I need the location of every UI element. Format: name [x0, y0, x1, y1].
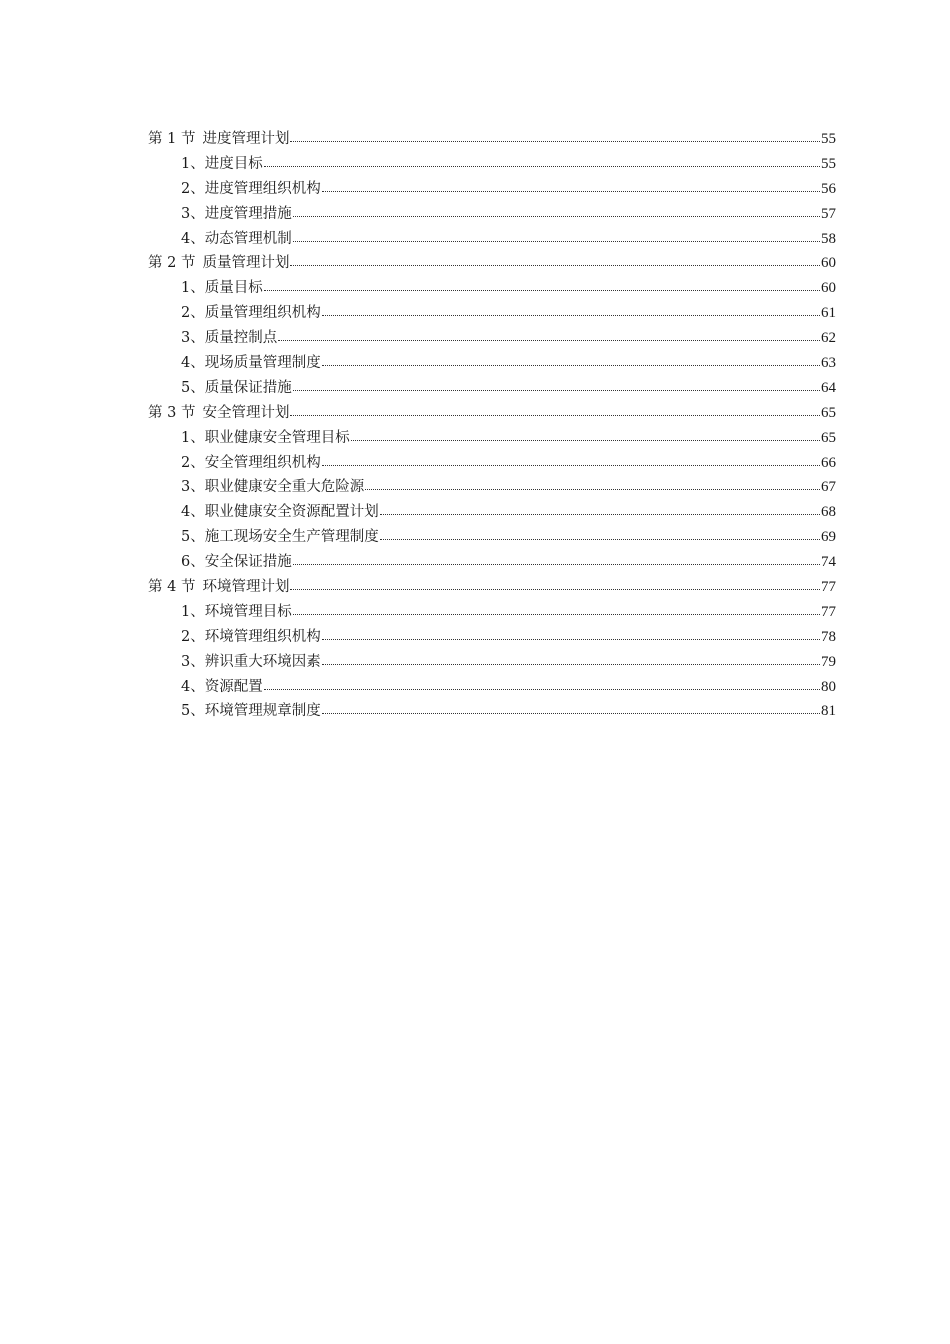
toc-entry-text: 5、施工现场安全生产管理制度 [181, 529, 379, 546]
toc-dot-leader [322, 303, 820, 317]
toc-entry-text: 2、进度管理组织机构 [181, 180, 321, 197]
toc-entry-title [181, 177, 321, 202]
toc-entry-text: 质量管理计划 [202, 255, 290, 272]
toc-entry-text: 3、进度管理措施 [181, 205, 292, 222]
toc-entry-text: 1、进度目标 [181, 155, 263, 172]
toc-dot-leader [290, 129, 820, 143]
toc-subsection-entry[interactable] [148, 525, 836, 550]
toc-dot-leader [293, 552, 820, 566]
toc-subsection-entry[interactable] [148, 376, 836, 401]
toc-page-number: 62 [821, 330, 836, 347]
toc-page-number: 79 [821, 653, 836, 670]
toc-dot-leader [293, 229, 820, 243]
toc-subsection-entry[interactable] [148, 500, 836, 525]
toc-subsection-entry[interactable] [148, 351, 836, 376]
toc-page-number: 60 [821, 255, 836, 272]
toc-entry-text: 2、安全管理组织机构 [181, 454, 321, 471]
toc-subsection-entry[interactable] [148, 675, 836, 700]
toc-entry-title [181, 426, 350, 451]
toc-page-number: 78 [821, 628, 836, 645]
toc-entry-text: 2、环境管理组织机构 [181, 628, 321, 645]
toc-page-number: 67 [821, 479, 836, 496]
toc-entry-title [181, 376, 292, 401]
toc-entry-text: 4、现场质量管理制度 [181, 355, 321, 372]
toc-subsection-entry[interactable] [148, 550, 836, 575]
toc-dot-leader [290, 577, 820, 591]
toc-dot-leader [322, 453, 820, 467]
toc-dot-leader [290, 403, 820, 417]
toc-page-number: 63 [821, 355, 836, 372]
toc-section-entry[interactable] [148, 575, 836, 600]
toc-dot-leader [322, 701, 820, 715]
toc-entry-text: 6、安全保证措施 [181, 554, 292, 571]
toc-entry-title [181, 152, 263, 177]
toc-entry-text: 1、职业健康安全管理目标 [181, 429, 350, 446]
toc-entry-text: 安全管理计划 [202, 404, 290, 421]
toc-dot-leader [293, 204, 820, 218]
toc-subsection-entry[interactable] [148, 600, 836, 625]
toc-subsection-entry[interactable] [148, 152, 836, 177]
toc-entry-text: 4、职业健康安全资源配置计划 [181, 504, 379, 521]
toc-dot-leader [322, 353, 820, 367]
toc-entry-title [148, 251, 289, 276]
toc-subsection-entry[interactable] [148, 227, 836, 252]
toc-entry-title [148, 575, 289, 600]
toc-page-number: 74 [821, 554, 836, 571]
toc-entry-title [181, 326, 277, 351]
toc-dot-leader [293, 602, 820, 616]
toc-dot-leader [365, 477, 820, 491]
toc-entry-text: 环境管理计划 [202, 579, 290, 596]
toc-section-entry[interactable] [148, 251, 836, 276]
toc-entry-text: 5、环境管理规章制度 [181, 703, 321, 720]
toc-subsection-entry[interactable] [148, 451, 836, 476]
toc-subsection-entry[interactable] [148, 326, 836, 351]
toc-page-number: 61 [821, 305, 836, 322]
toc-subsection-entry[interactable] [148, 475, 836, 500]
toc-subsection-entry[interactable] [148, 276, 836, 301]
toc-entry-text: 进度管理计划 [202, 131, 290, 147]
toc-entry-text: 1、质量目标 [181, 280, 263, 297]
toc-entry-text: 3、职业健康安全重大危险源 [181, 479, 365, 496]
toc-entry-title [181, 650, 321, 675]
toc-entry-title [181, 227, 292, 252]
toc-entry-title [148, 127, 289, 152]
toc-entry-text: 4、资源配置 [181, 678, 263, 695]
toc-dot-leader [278, 328, 820, 342]
toc-page-number: 77 [821, 603, 836, 620]
toc-entry-title [181, 276, 263, 301]
toc-entry-title [181, 525, 379, 550]
toc-dot-leader [322, 627, 820, 641]
toc-dot-leader [322, 179, 820, 193]
toc-entry-title [181, 550, 292, 575]
toc-dot-leader [351, 428, 820, 442]
toc-page-number: 81 [821, 703, 836, 720]
toc-entry-title [181, 600, 292, 625]
toc-page-number: 56 [821, 180, 836, 197]
toc-section-number: 第 4 节 [148, 579, 196, 596]
toc-subsection-entry[interactable] [148, 650, 836, 675]
toc-dot-leader [293, 378, 820, 392]
toc-dot-leader [264, 154, 820, 168]
toc-entry-title [181, 675, 263, 700]
toc-entry-text: 2、质量管理组织机构 [181, 305, 321, 322]
toc-page-number: 68 [821, 504, 836, 521]
toc-dot-leader [264, 278, 820, 292]
toc-entry-title [181, 202, 292, 227]
toc-section-number: 第 1 节 [148, 131, 196, 147]
toc-entry-title [148, 401, 289, 426]
toc-section-number: 第 3 节 [148, 404, 196, 421]
toc-section-entry[interactable] [148, 401, 836, 426]
toc-entry-title [181, 351, 321, 376]
toc-subsection-entry[interactable] [148, 301, 836, 326]
toc-page-number: 69 [821, 529, 836, 546]
toc-page-number: 64 [821, 379, 836, 396]
toc-dot-leader [290, 253, 820, 267]
toc-page-number: 77 [821, 579, 836, 596]
toc-entry-title [181, 500, 379, 525]
toc-entry-title [181, 451, 321, 476]
toc-entry-text: 1、环境管理目标 [181, 603, 292, 620]
toc-page-number: 57 [821, 205, 836, 222]
toc-page-number: 80 [821, 678, 836, 695]
toc-entry-title [181, 699, 321, 724]
toc-dot-leader [264, 677, 820, 691]
toc-dot-leader [380, 502, 820, 516]
toc-subsection-entry[interactable] [148, 699, 836, 724]
toc-page-number: 66 [821, 454, 836, 471]
toc-entry-text: 5、质量保证措施 [181, 379, 292, 396]
toc-section-entry[interactable] [148, 127, 836, 152]
toc-entry-title [181, 475, 364, 500]
toc-page-number: 58 [821, 230, 836, 247]
toc-entry-text: 4、动态管理机制 [181, 230, 292, 247]
toc-dot-leader [380, 527, 820, 541]
toc-section-number: 第 2 节 [148, 255, 196, 272]
toc-entry-title [181, 301, 321, 326]
toc-subsection-entry[interactable] [148, 177, 836, 202]
toc-page-number: 60 [821, 280, 836, 297]
table-of-contents [148, 127, 836, 724]
toc-page-number: 65 [821, 429, 836, 446]
toc-page-number: 55 [821, 155, 836, 172]
toc-page-number: 55 [821, 131, 836, 147]
toc-subsection-entry[interactable] [148, 625, 836, 650]
toc-entry-text: 3、辨识重大环境因素 [181, 653, 321, 670]
toc-entry-title [181, 625, 321, 650]
toc-entry-text: 3、质量控制点 [181, 330, 278, 347]
toc-dot-leader [322, 652, 820, 666]
toc-subsection-entry[interactable] [148, 202, 836, 227]
toc-subsection-entry[interactable] [148, 426, 836, 451]
toc-page-number: 65 [821, 404, 836, 421]
